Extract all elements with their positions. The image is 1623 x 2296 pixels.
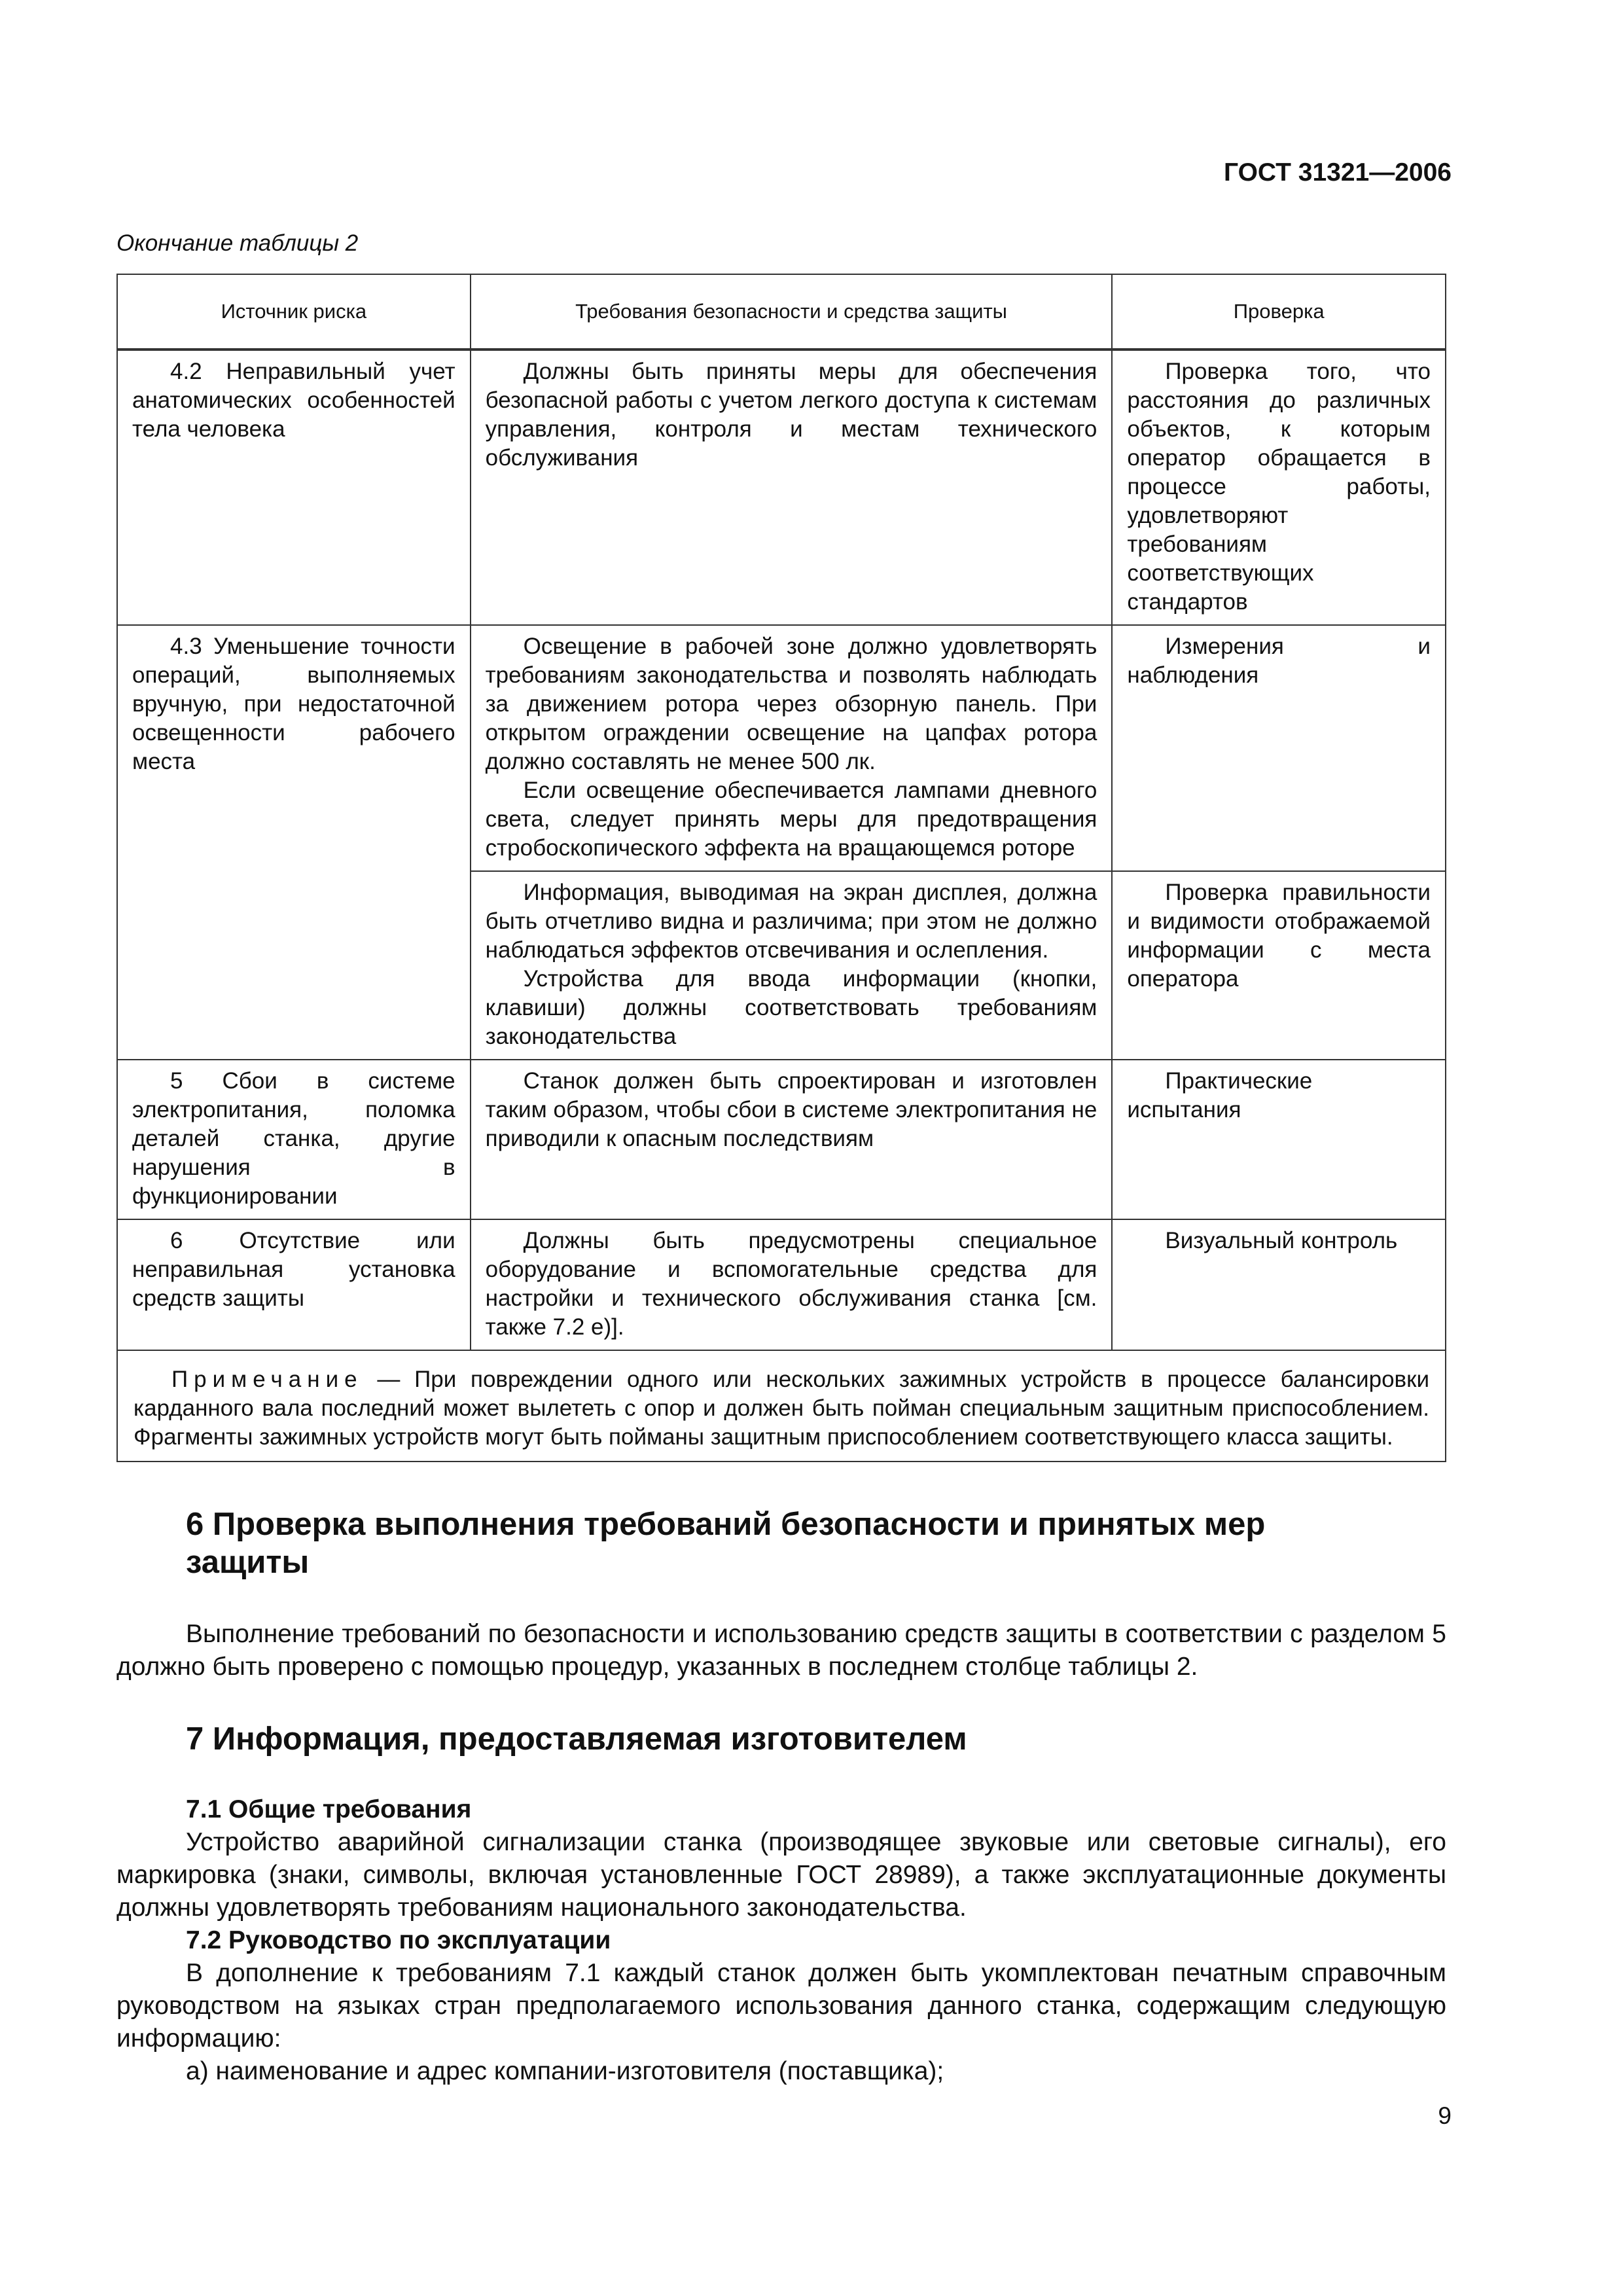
risk-source-cell: 4.3 Уменьшение точности операций, выполняемых вручную, при недостаточной освещенности рабочего места xyxy=(117,625,471,871)
column-header: Источник риска xyxy=(117,274,471,350)
table-caption: Окончание таблицы 2 xyxy=(116,230,359,256)
table-note-row xyxy=(117,1350,1446,1462)
table-row xyxy=(117,871,1446,1060)
check-cell: Визуальный контроль xyxy=(1112,1219,1446,1350)
subsection-7-1-text: Устройство аварийной сигнализации станка (производящее звуковые или световые сигналы), его маркировка (знаки, символы, включая установленные ГОСТ 28989), а также эксплуатационные документы должны удовлетворять требованиям национального законодательства. xyxy=(116,1828,1446,1922)
table-header-row xyxy=(117,274,1446,350)
list-item: а) наименование и адрес компании-изготовителя (поставщика); xyxy=(186,2057,944,2085)
requirement-cell: Информация, выводимая на экран дисплея, должна быть отчетливо видна и различима; при этом не должно наблюдаться эффектов отсвечивания и ослепления. Устройства для ввода информации (кнопки, клавиши) должны соответствовать требованиям законодательства xyxy=(471,871,1113,1060)
note-text: — При повреждении одного или нескольких зажимных устройств в процессе балансировки карданного вала последний может вылететь с опор и должен быть пойман специальным защитным приспособлением. Фрагменты зажимных устройств могут быть пойманы защитным приспособлением соответствующего класса защиты. xyxy=(134,1367,1429,1450)
check-cell: Практические испытания xyxy=(1112,1060,1446,1219)
check-cell: Измерения и наблюдения xyxy=(1112,625,1446,871)
risk-source-cell-continued xyxy=(117,871,471,1060)
section-7-title: 7 Информация, предоставляемая изготовителем xyxy=(186,1721,967,1757)
table-row xyxy=(117,1060,1446,1219)
page-number: 9 xyxy=(1438,2102,1452,2129)
subsection-7-1-title: 7.1 Общие требования xyxy=(186,1795,472,1823)
requirement-cell: Должны быть приняты меры для обеспечения безопасной работы с учетом легкого доступа к системам управления, контроля и местам технического обслуживания xyxy=(471,350,1113,625)
table-row xyxy=(117,350,1446,625)
risk-source-cell: 6 Отсутствие или неправильная установка средств защиты xyxy=(117,1219,471,1350)
requirement-cell: Станок должен быть спроектирован и изготовлен таким образом, чтобы сбои в системе электропитания не приводили к опасным последствиям xyxy=(471,1060,1113,1219)
note-label: Примечание xyxy=(171,1367,363,1392)
standard-number: ГОСТ 31321—2006 xyxy=(1224,158,1452,187)
risk-source-cell: 4.2 Неправильный учет анатомических особенностей тела человека xyxy=(117,350,471,625)
subsection-7-2-title: 7.2 Руководство по эксплуатации xyxy=(186,1926,611,1954)
subsection-7-2-text: В дополнение к требованиям 7.1 каждый станок должен быть укомплектован печатным справочным руководством на языках стран предполагаемого использования данного станка, содержащим следующую информацию: xyxy=(116,1959,1446,2053)
section-7-body xyxy=(116,1793,1446,2088)
check-cell: Проверка того, что расстояния до различных объектов, к которым оператор обращается в процессе работы, удовлетворяют требованиям соответствующих стандартов xyxy=(1112,350,1446,625)
column-header: Требования безопасности и средства защиты xyxy=(471,274,1113,350)
check-cell: Проверка правильности и видимости отображаемой информации с места оператора xyxy=(1112,871,1446,1060)
table-row xyxy=(117,625,1446,871)
requirements-table xyxy=(116,274,1446,1462)
risk-source-cell: 5 Сбои в системе электропитания, поломка деталей станка, другие нарушения в функционировании xyxy=(117,1060,471,1219)
table-note xyxy=(117,1350,1446,1462)
section-6-title: 6 Проверка выполнения требований безопасности и принятых мер защиты xyxy=(186,1507,1266,1580)
requirement-cell: Освещение в рабочей зоне должно удовлетворять требованиям законодательства и позволять наблюдать за движением ротора через обзорную панель. При открытом ограждении освещение на цапфах ротора должно составлять не менее 500 лк. Если освещение обеспечивается лампами дневного света, следует принять меры для предотвращения стробоскопического эффекта на вращающемся роторе xyxy=(471,625,1113,871)
table-row xyxy=(117,1219,1446,1350)
requirement-cell: Должны быть предусмотрены специальное оборудование и вспомогательные средства для настройки и технического обслуживания станка [см. также 7.2 е)]. xyxy=(471,1219,1113,1350)
section-6-text: Выполнение требований по безопасности и использованию средств защиты в соответствии с разделом 5 должно быть проверено с помощью процедур, указанных в последнем столбце таблицы 2. xyxy=(116,1620,1446,1681)
column-header: Проверка xyxy=(1112,274,1446,350)
